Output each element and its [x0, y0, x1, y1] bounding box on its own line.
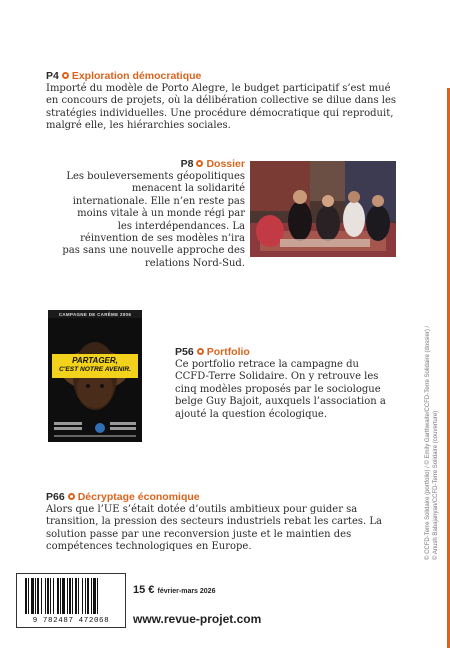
section-p66 — [46, 491, 398, 554]
poster-top-text: CAMPAGNE DE CARÊME 2006 — [58, 312, 132, 317]
credits-line-1: © CCFD-Terre Solidaire (portfolio) / © Emily Garthwaite/CCFD-Terre Solidaire (dossier) / — [425, 325, 431, 560]
website-link[interactable]: www.revue-projet.com — [133, 612, 262, 626]
section-p56-heading — [175, 346, 390, 359]
page-number: P4 — [46, 70, 59, 82]
credits-line-2: © Anush Babajanyan/CCFD-Terre Solidaire (couverture) — [433, 410, 439, 560]
section-p8-heading — [60, 158, 245, 171]
bullet-icon — [197, 348, 204, 355]
section-title: Exploration démocratique — [71, 70, 202, 82]
photo-credits — [424, 326, 440, 560]
campaign-poster — [48, 310, 142, 442]
section-p66-heading — [46, 491, 398, 504]
section-p4-heading — [46, 70, 398, 83]
section-title: Portfolio — [206, 346, 250, 358]
bullet-icon — [196, 160, 203, 167]
section-text: Importé du modèle de Porto Alegre, le budget participatif s’est mué en concours de projets, où la délibération collective se dilue dans les stratégies individuelles. Une procédure démocratique qui reproduit, malgré elle, les hiérarchies sociales. — [46, 83, 397, 132]
barcode-number: 9 782487 472068 — [32, 617, 110, 625]
barcode-bars — [25, 578, 117, 614]
price-line — [133, 584, 215, 596]
bullet-icon — [68, 493, 75, 500]
section-text: Alors que l’UE s’était dotée d’outils ambitieux pour guider sa transition, la pression des secteurs industriels rebat les cartes. La solution passe par une reconversion juste et le maintien des compétences technologiques en Europe. — [46, 504, 382, 553]
section-p56 — [175, 346, 390, 421]
section-p8 — [60, 158, 245, 270]
poster-headline-1: PARTAGER, — [72, 356, 118, 365]
section-title: Décryptage économique — [77, 491, 200, 503]
poster-headline-2: C'EST NOTRE AVENIR. — [59, 366, 131, 373]
page-number: P66 — [46, 491, 65, 503]
barcode — [16, 573, 126, 628]
bullet-icon — [62, 72, 69, 79]
price: 15 € — [133, 584, 155, 596]
issue-date: février-mars 2026 — [157, 588, 216, 595]
section-p4 — [46, 70, 398, 133]
section-title: Dossier — [206, 158, 245, 170]
page-number: P56 — [175, 346, 194, 358]
section-text: Ce portfolio retrace la campagne du CCFD-Terre Solidaire. On y retrouve les cinq modèles proposés par le sociologue belge Guy Bajoit, auxquels l’association a ajouté la question écologique. — [175, 359, 386, 420]
section-text: Les bouleversements géopolitiques menacent la solidarité internationale. Elle n’en reste pas moins vitale à un monde régi par les interdépendances. La réinvention de ses modèles n’ira pas sans une nouvelle approche des relations Nord-Sud. — [62, 171, 245, 269]
barcode-stripe — [98, 578, 100, 614]
page-number: P8 — [180, 158, 194, 170]
dossier-photo — [250, 161, 396, 257]
